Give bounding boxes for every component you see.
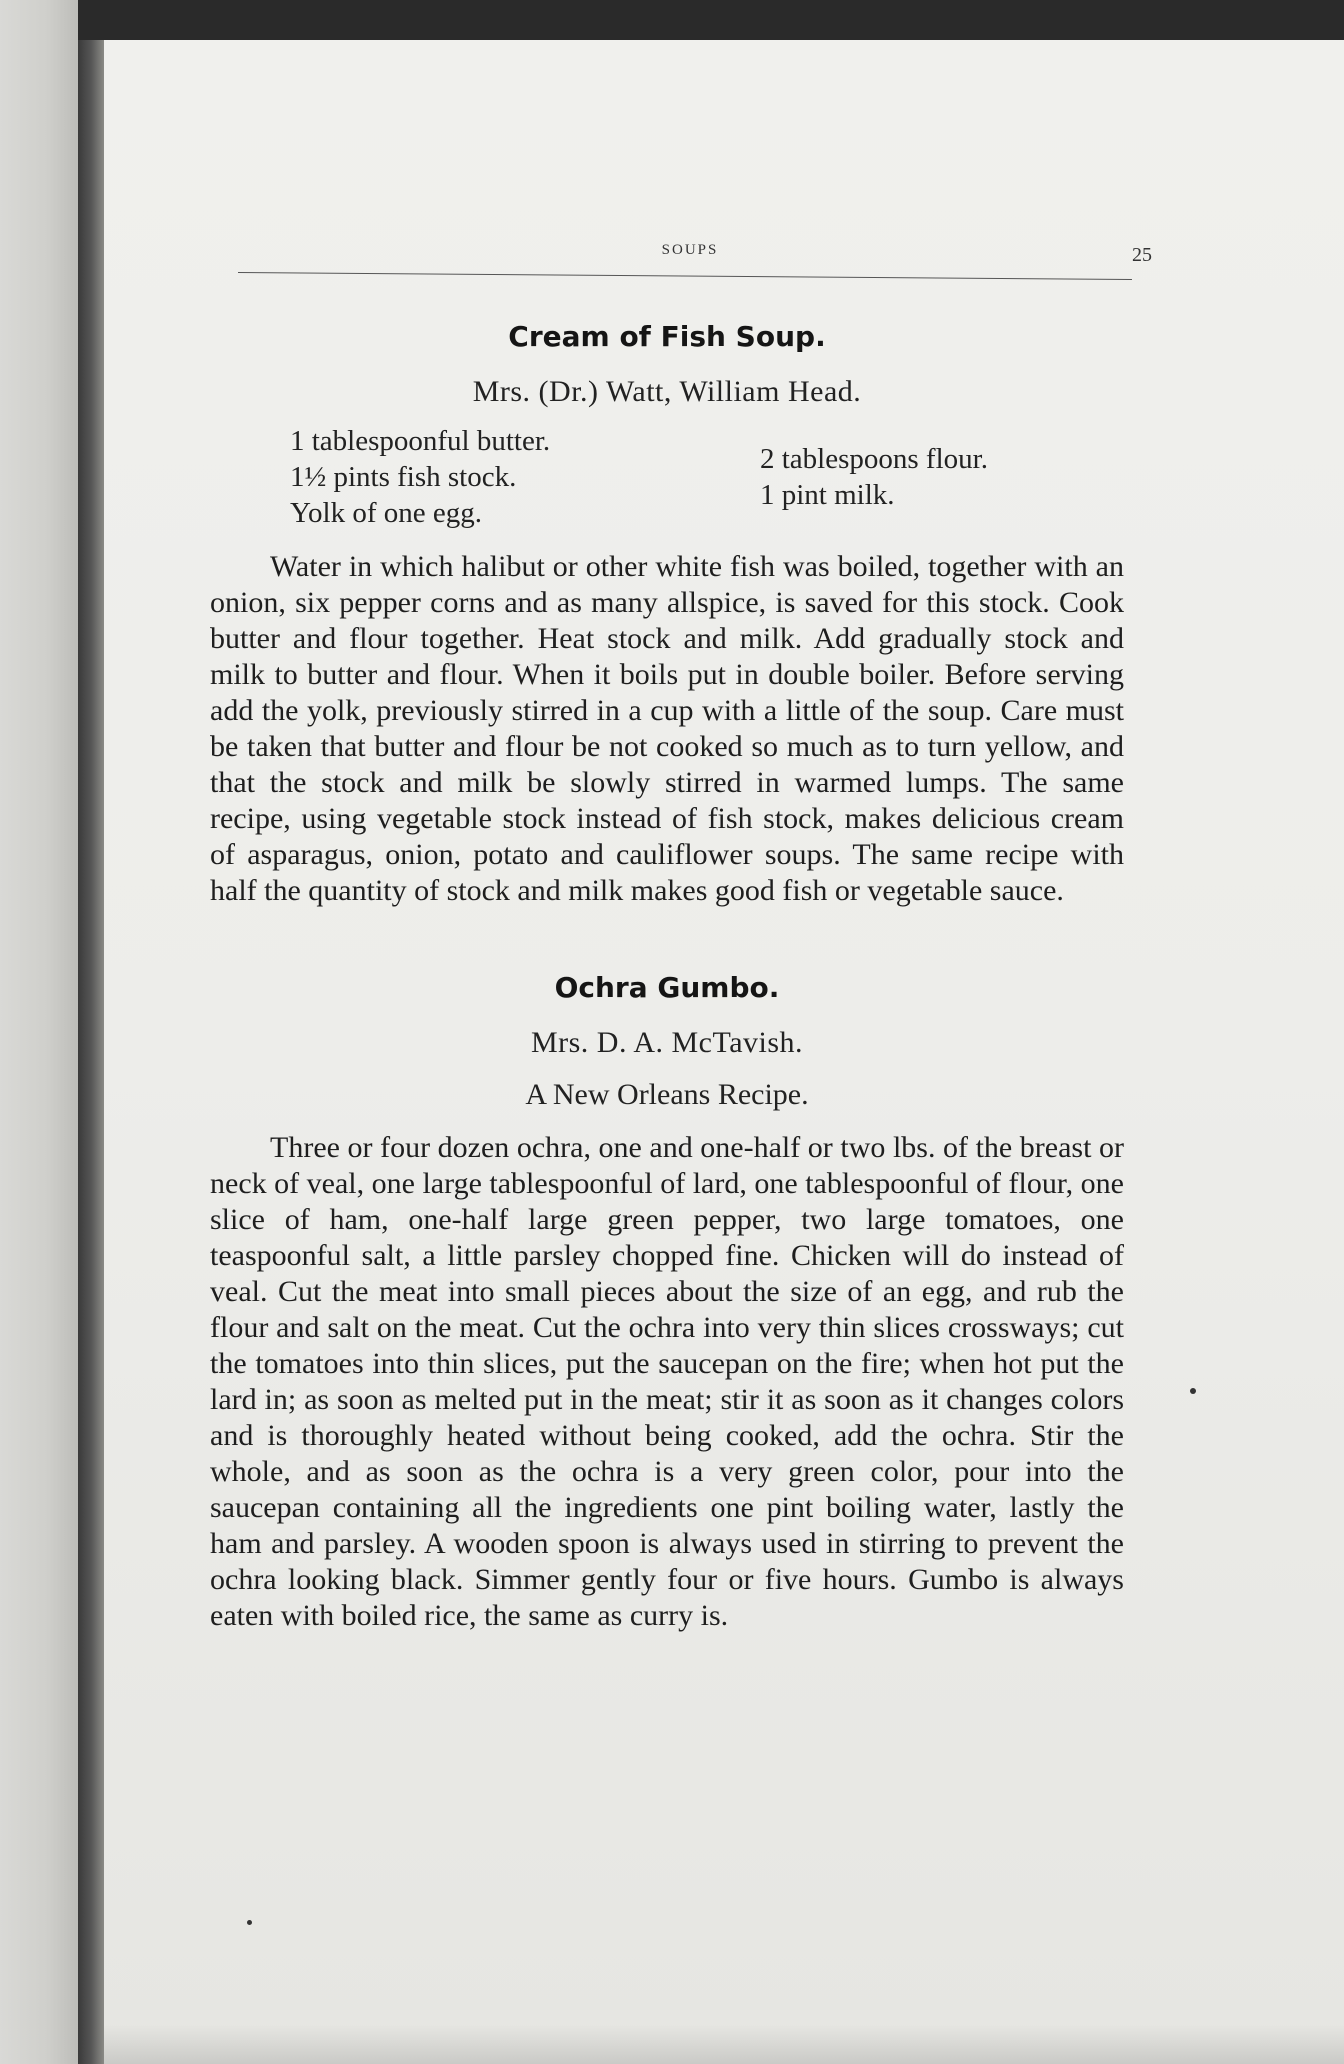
ingredient-item: 1½ pints fish stock. <box>290 461 517 493</box>
recipe-attribution: Mrs. D. A. McTavish. <box>530 1026 804 1059</box>
recipe-ochra-gumbo <box>210 971 1124 1634</box>
recipe-instructions: Water in which halibut or other white fish was boiled, together with an onion, six pepper corns and as many allspice, is saved for this stock. Cook butter and flour together. Heat stock and milk. Add gradually stock and milk to butter and flour. When it boils put in double boiler. Before serving add the yolk, previously stirred in a cup with a little of the soup. Care must be taken that butter and flour be not cooked so much as to turn yellow, and that the stock and milk be slowly stirred in warmed lumps. The same recipe, using vegetable stock instead of fish stock, makes delicious cream of asparagus, onion, potato and cauliflower soups. The same recipe with half the quantity of stock and milk makes good fish or vegetable sauce. <box>210 550 1124 907</box>
running-title: SOUPS <box>661 242 719 258</box>
ingredient-item: 1 pint milk. <box>760 479 895 511</box>
ingredient-column-left <box>290 423 730 531</box>
recipe-cream-of-fish-soup <box>210 320 1124 909</box>
page-content <box>210 320 1124 1634</box>
recipe-subtitle: A New Orleans Recipe. <box>525 1078 809 1111</box>
ink-speck <box>1190 1388 1196 1394</box>
ingredient-item: Yolk of one egg. <box>290 497 482 529</box>
recipe-title: Cream of Fish Soup. <box>508 320 826 353</box>
ingredient-item: 1 tablespoonful butter. <box>290 425 551 457</box>
page-shadow <box>104 2024 1344 2064</box>
binding-shadow <box>78 40 104 2064</box>
recipe-title: Ochra Gumbo. <box>554 971 780 1004</box>
recipe-instructions: Three or four dozen ochra, one and one-half or two lbs. of the breast or neck of veal, one large tablespoonful of lard, one tablespoonful of flour, one slice of ham, one-half large green pepper, two large tomatoes, one teaspoonful salt, a little parsley chopped fine. Chicken will do instead of veal. Cut the meat into small pieces about the size of an egg, and rub the flour and salt on the meat. Cut the ochra into very thin slices crossways; cut the tomatoes into thin slices, put the saucepan on the fire; when hot put the lard in; as soon as melted put in the meat; stir it as soon as it changes colors and is thoroughly heated without being cooked, add the ochra. Stir the whole, and as soon as the ochra is a very green color, pour into the saucepan containing all the ingredients one pint boiling water, lastly the ham and parsley. A wooden spoon is always used in stirring to prevent the ochra looking black. Simmer gently four or five hours. Gumbo is always eaten with boiled rice, the same as curry is. <box>210 1131 1124 1632</box>
page-number: 25 <box>1132 244 1152 266</box>
section-spacer <box>210 909 1124 971</box>
running-head <box>240 242 1152 272</box>
ingredient-item: 2 tablespoons flour. <box>760 443 988 475</box>
recipe-attribution: Mrs. (Dr.) Watt, William Head. <box>472 375 862 408</box>
ink-speck <box>247 1920 252 1925</box>
ingredient-list <box>290 423 1124 531</box>
ingredient-column-right <box>760 423 1160 531</box>
adjacent-page-edge <box>0 0 78 2064</box>
